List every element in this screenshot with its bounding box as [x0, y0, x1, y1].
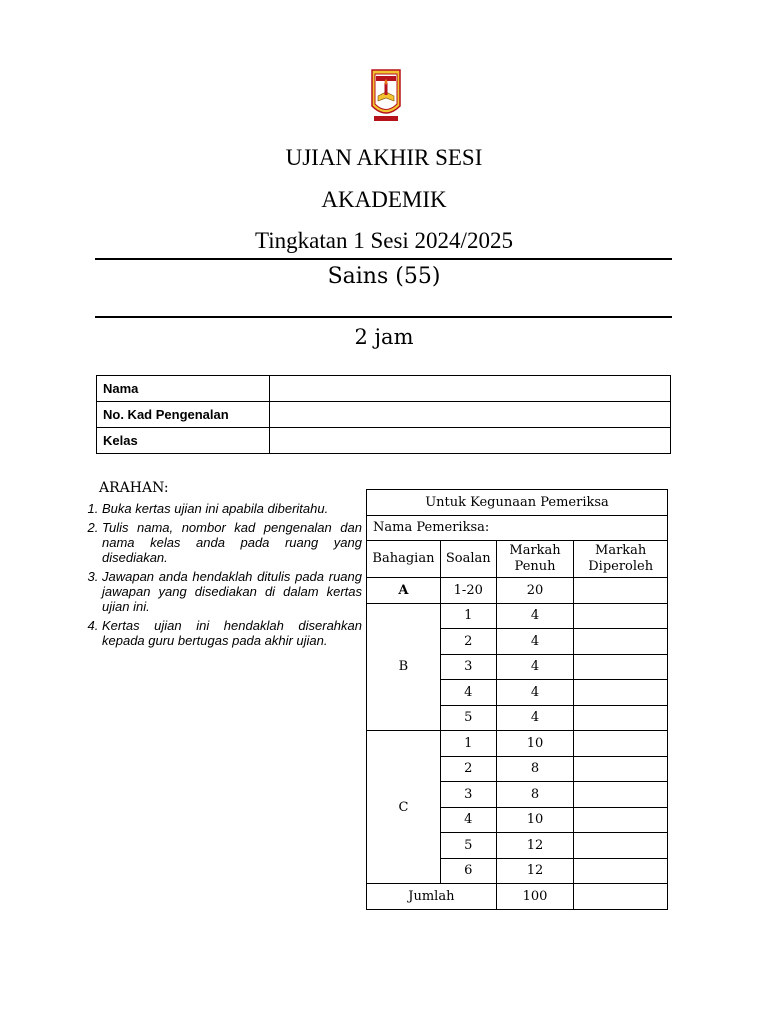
- instruction-item: 2. Tulis nama, nombor kad pengenalan dan nama kelas anda pada ruang yang disediakan.: [102, 520, 362, 565]
- instruction-item: 3. Jawapan anda hendaklah ditulis pada ruang jawapan yang disediakan di dalam kertas ujian ini.: [102, 569, 362, 614]
- question-number: 2: [440, 756, 496, 782]
- full-marks: 4: [496, 680, 574, 706]
- header-obtained-marks: Markah Diperoleh: [574, 541, 668, 578]
- table-row: [367, 515, 668, 541]
- exam-duration: 2 jam: [354, 325, 414, 349]
- table-row: [97, 402, 671, 428]
- question-number: 3: [440, 654, 496, 680]
- examiner-name-label[interactable]: Nama Pemeriksa:: [367, 515, 668, 541]
- table-total-row: [367, 884, 668, 910]
- obtained-marks-cell[interactable]: [574, 629, 668, 655]
- full-marks: 8: [496, 782, 574, 808]
- question-number: 5: [440, 833, 496, 859]
- full-marks: 4: [496, 603, 574, 629]
- obtained-marks-cell[interactable]: [574, 578, 668, 604]
- obtained-marks-cell[interactable]: [574, 858, 668, 884]
- school-crest-logo: [370, 66, 402, 124]
- question-number: 4: [440, 680, 496, 706]
- ic-number-field[interactable]: [270, 402, 671, 428]
- exam-session: Tingkatan 1 Sesi 2024/2025: [255, 228, 513, 253]
- class-field[interactable]: [270, 428, 671, 454]
- total-marks: 100: [496, 884, 574, 910]
- full-marks: 12: [496, 833, 574, 859]
- question-number: 1-20: [440, 578, 496, 604]
- obtained-marks-cell[interactable]: [574, 654, 668, 680]
- exam-title-line-1: UJIAN AKHIR SESI: [285, 145, 483, 170]
- question-number: 1: [440, 731, 496, 757]
- examiner-table-title: Untuk Kegunaan Pemeriksa: [367, 490, 668, 516]
- name-field[interactable]: [270, 376, 671, 402]
- table-row: [367, 731, 668, 757]
- obtained-marks-cell[interactable]: [574, 756, 668, 782]
- table-row: [367, 578, 668, 604]
- total-label: Jumlah: [367, 884, 497, 910]
- table-row: [367, 490, 668, 516]
- obtained-marks-cell[interactable]: [574, 807, 668, 833]
- obtained-marks-cell[interactable]: [574, 731, 668, 757]
- candidate-info-table: [96, 375, 671, 454]
- obtained-marks-cell[interactable]: [574, 782, 668, 808]
- instructions-title: ARAHAN:: [99, 480, 169, 496]
- full-marks: 20: [496, 578, 574, 604]
- table-row: [367, 603, 668, 629]
- instruction-item: 4. Kertas ujian ini hendaklah diserahkan kepada guru bertugas pada akhir ujian.: [102, 618, 362, 648]
- exam-title-line-2: AKADEMIK: [321, 187, 447, 212]
- table-row: [97, 376, 671, 402]
- name-label: Nama: [97, 376, 270, 402]
- obtained-marks-cell[interactable]: [574, 833, 668, 859]
- question-number: 1: [440, 603, 496, 629]
- class-label: Kelas: [97, 428, 270, 454]
- examiner-marks-table: [366, 489, 668, 910]
- full-marks: 8: [496, 756, 574, 782]
- table-header-row: [367, 541, 668, 578]
- header-full-marks: Markah Penuh: [496, 541, 574, 578]
- full-marks: 4: [496, 629, 574, 655]
- header-rule-bottom: [95, 316, 672, 318]
- section-label: A: [367, 578, 441, 604]
- ic-number-label: No. Kad Pengenalan: [97, 402, 270, 428]
- question-number: 6: [440, 858, 496, 884]
- full-marks: 4: [496, 705, 574, 731]
- section-label: B: [367, 603, 441, 731]
- full-marks: 10: [496, 731, 574, 757]
- table-row: [97, 428, 671, 454]
- subject-title: Sains (55): [327, 264, 441, 289]
- obtained-marks-cell[interactable]: [574, 680, 668, 706]
- instructions-list: [82, 501, 362, 652]
- header-question: Soalan: [440, 541, 496, 578]
- obtained-marks-cell[interactable]: [574, 705, 668, 731]
- question-number: 3: [440, 782, 496, 808]
- full-marks: 4: [496, 654, 574, 680]
- full-marks: 10: [496, 807, 574, 833]
- total-obtained-cell[interactable]: [574, 884, 668, 910]
- obtained-marks-cell[interactable]: [574, 603, 668, 629]
- question-number: 5: [440, 705, 496, 731]
- header-rule-top: [95, 258, 672, 260]
- section-label: C: [367, 731, 441, 884]
- question-number: 2: [440, 629, 496, 655]
- header-section: Bahagian: [367, 541, 441, 578]
- question-number: 4: [440, 807, 496, 833]
- instruction-item: 1. Buka kertas ujian ini apabila diberitahu.: [102, 501, 362, 516]
- full-marks: 12: [496, 858, 574, 884]
